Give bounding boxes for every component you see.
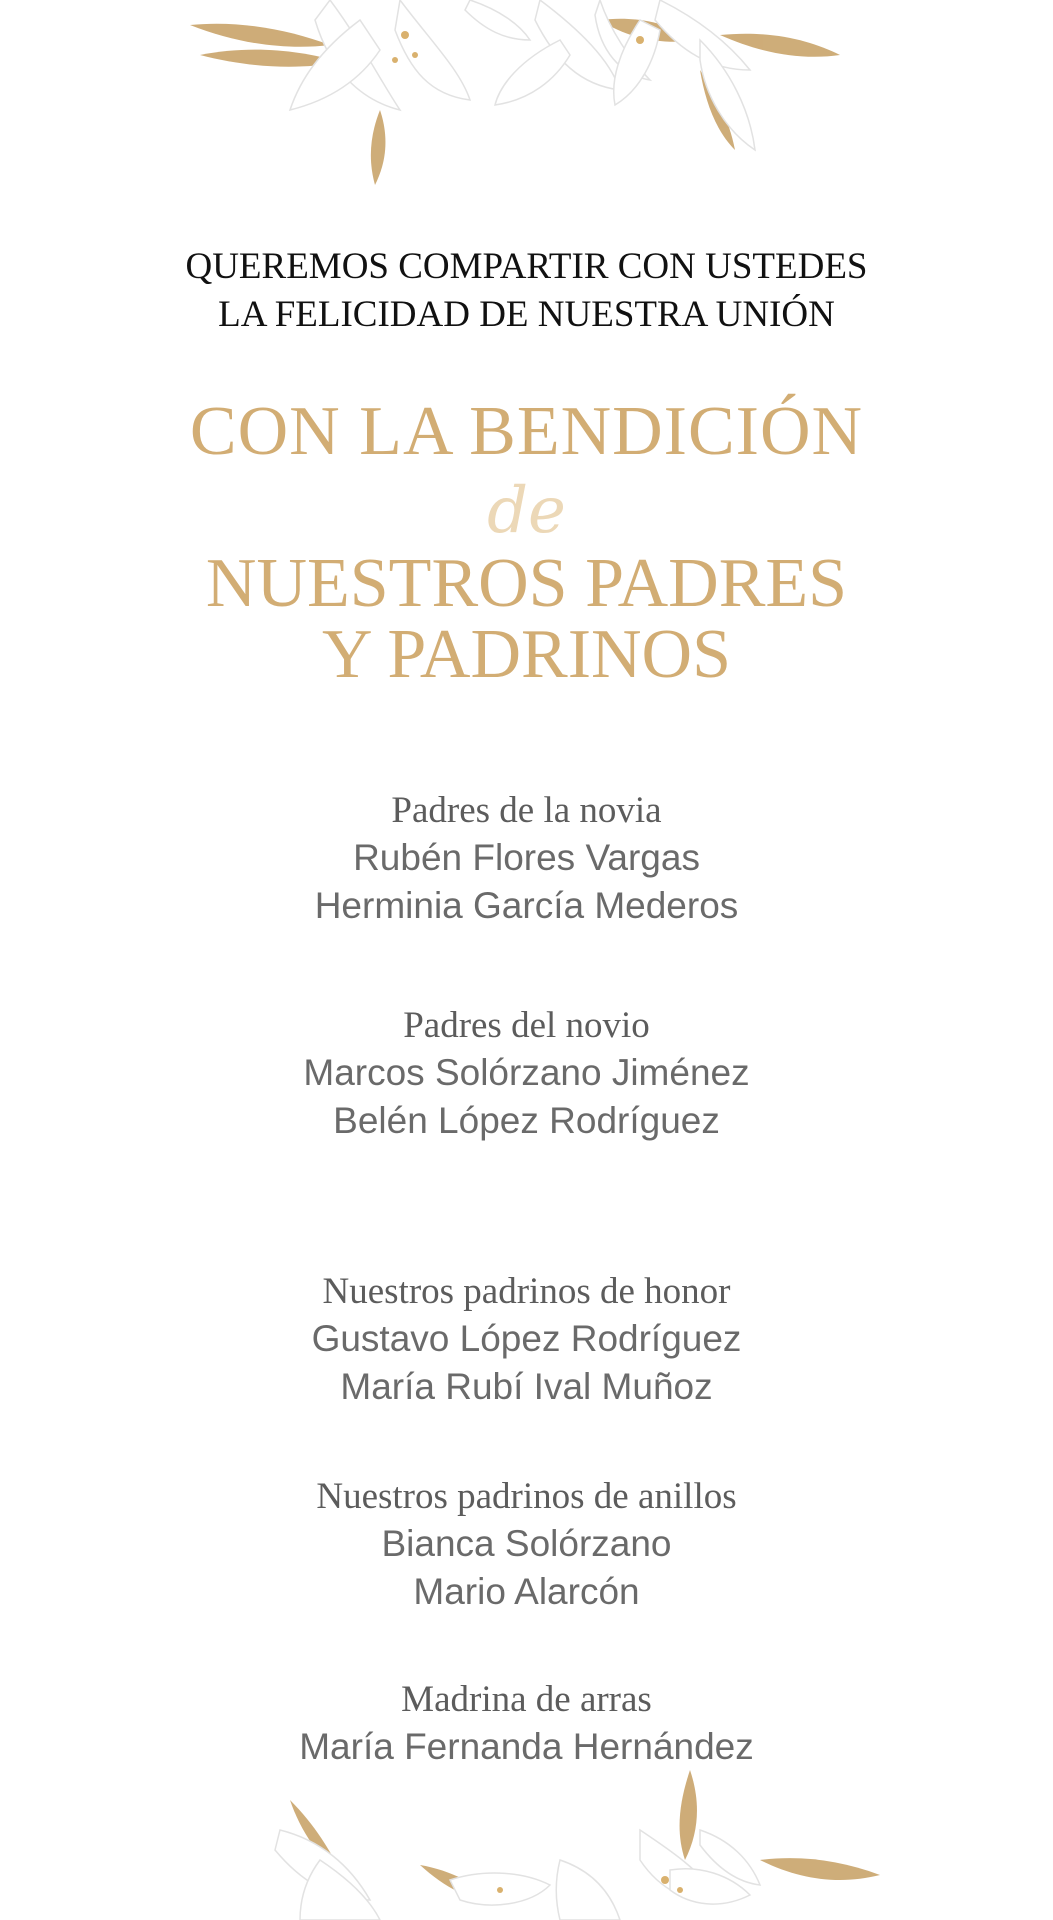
blessing-line-3: Y PADRINOS bbox=[321, 616, 732, 693]
blessing-line-2: NUESTROS PADRES bbox=[205, 545, 848, 622]
group-name: María Rubí Ival Muñoz bbox=[340, 1366, 713, 1407]
blessing-script-de: de bbox=[487, 474, 566, 548]
group-name: Mario Alarcón bbox=[413, 1571, 640, 1612]
group-heading: Madrina de arras bbox=[401, 1679, 652, 1720]
intro-text bbox=[0, 243, 1053, 339]
group-heading: Padres de la novia bbox=[391, 790, 662, 831]
group-name: Marcos Solórzano Jiménez bbox=[303, 1052, 750, 1093]
group-name: Rubén Flores Vargas bbox=[353, 837, 700, 878]
group-arras-godmother bbox=[0, 1677, 1053, 1771]
blessing-line-1: CON LA BENDICIÓN bbox=[189, 393, 864, 470]
group-ring-godparents bbox=[0, 1474, 1053, 1616]
group-name: Gustavo López Rodríguez bbox=[311, 1318, 742, 1359]
group-heading: Padres del novio bbox=[403, 1005, 650, 1046]
group-heading: Nuestros padrinos de anillos bbox=[316, 1476, 737, 1517]
group-name: María Fernanda Hernández bbox=[299, 1726, 754, 1767]
lily-floral-bottom-icon bbox=[0, 1770, 1053, 1920]
group-name: Bianca Solórzano bbox=[381, 1523, 672, 1564]
group-honor-godparents bbox=[0, 1269, 1053, 1411]
group-name: Belén López Rodríguez bbox=[333, 1100, 720, 1141]
group-bride-parents bbox=[0, 788, 1053, 930]
group-groom-parents bbox=[0, 1003, 1053, 1145]
intro-line-1: QUEREMOS COMPARTIR CON USTEDES bbox=[185, 246, 868, 287]
group-heading: Nuestros padrinos de honor bbox=[322, 1271, 731, 1312]
group-name: Herminia García Mederos bbox=[314, 885, 739, 926]
lily-floral-top-icon bbox=[0, 0, 1053, 200]
intro-line-2: LA FELICIDAD DE NUESTRA UNIÓN bbox=[218, 294, 835, 335]
blessing-title bbox=[0, 393, 1053, 691]
